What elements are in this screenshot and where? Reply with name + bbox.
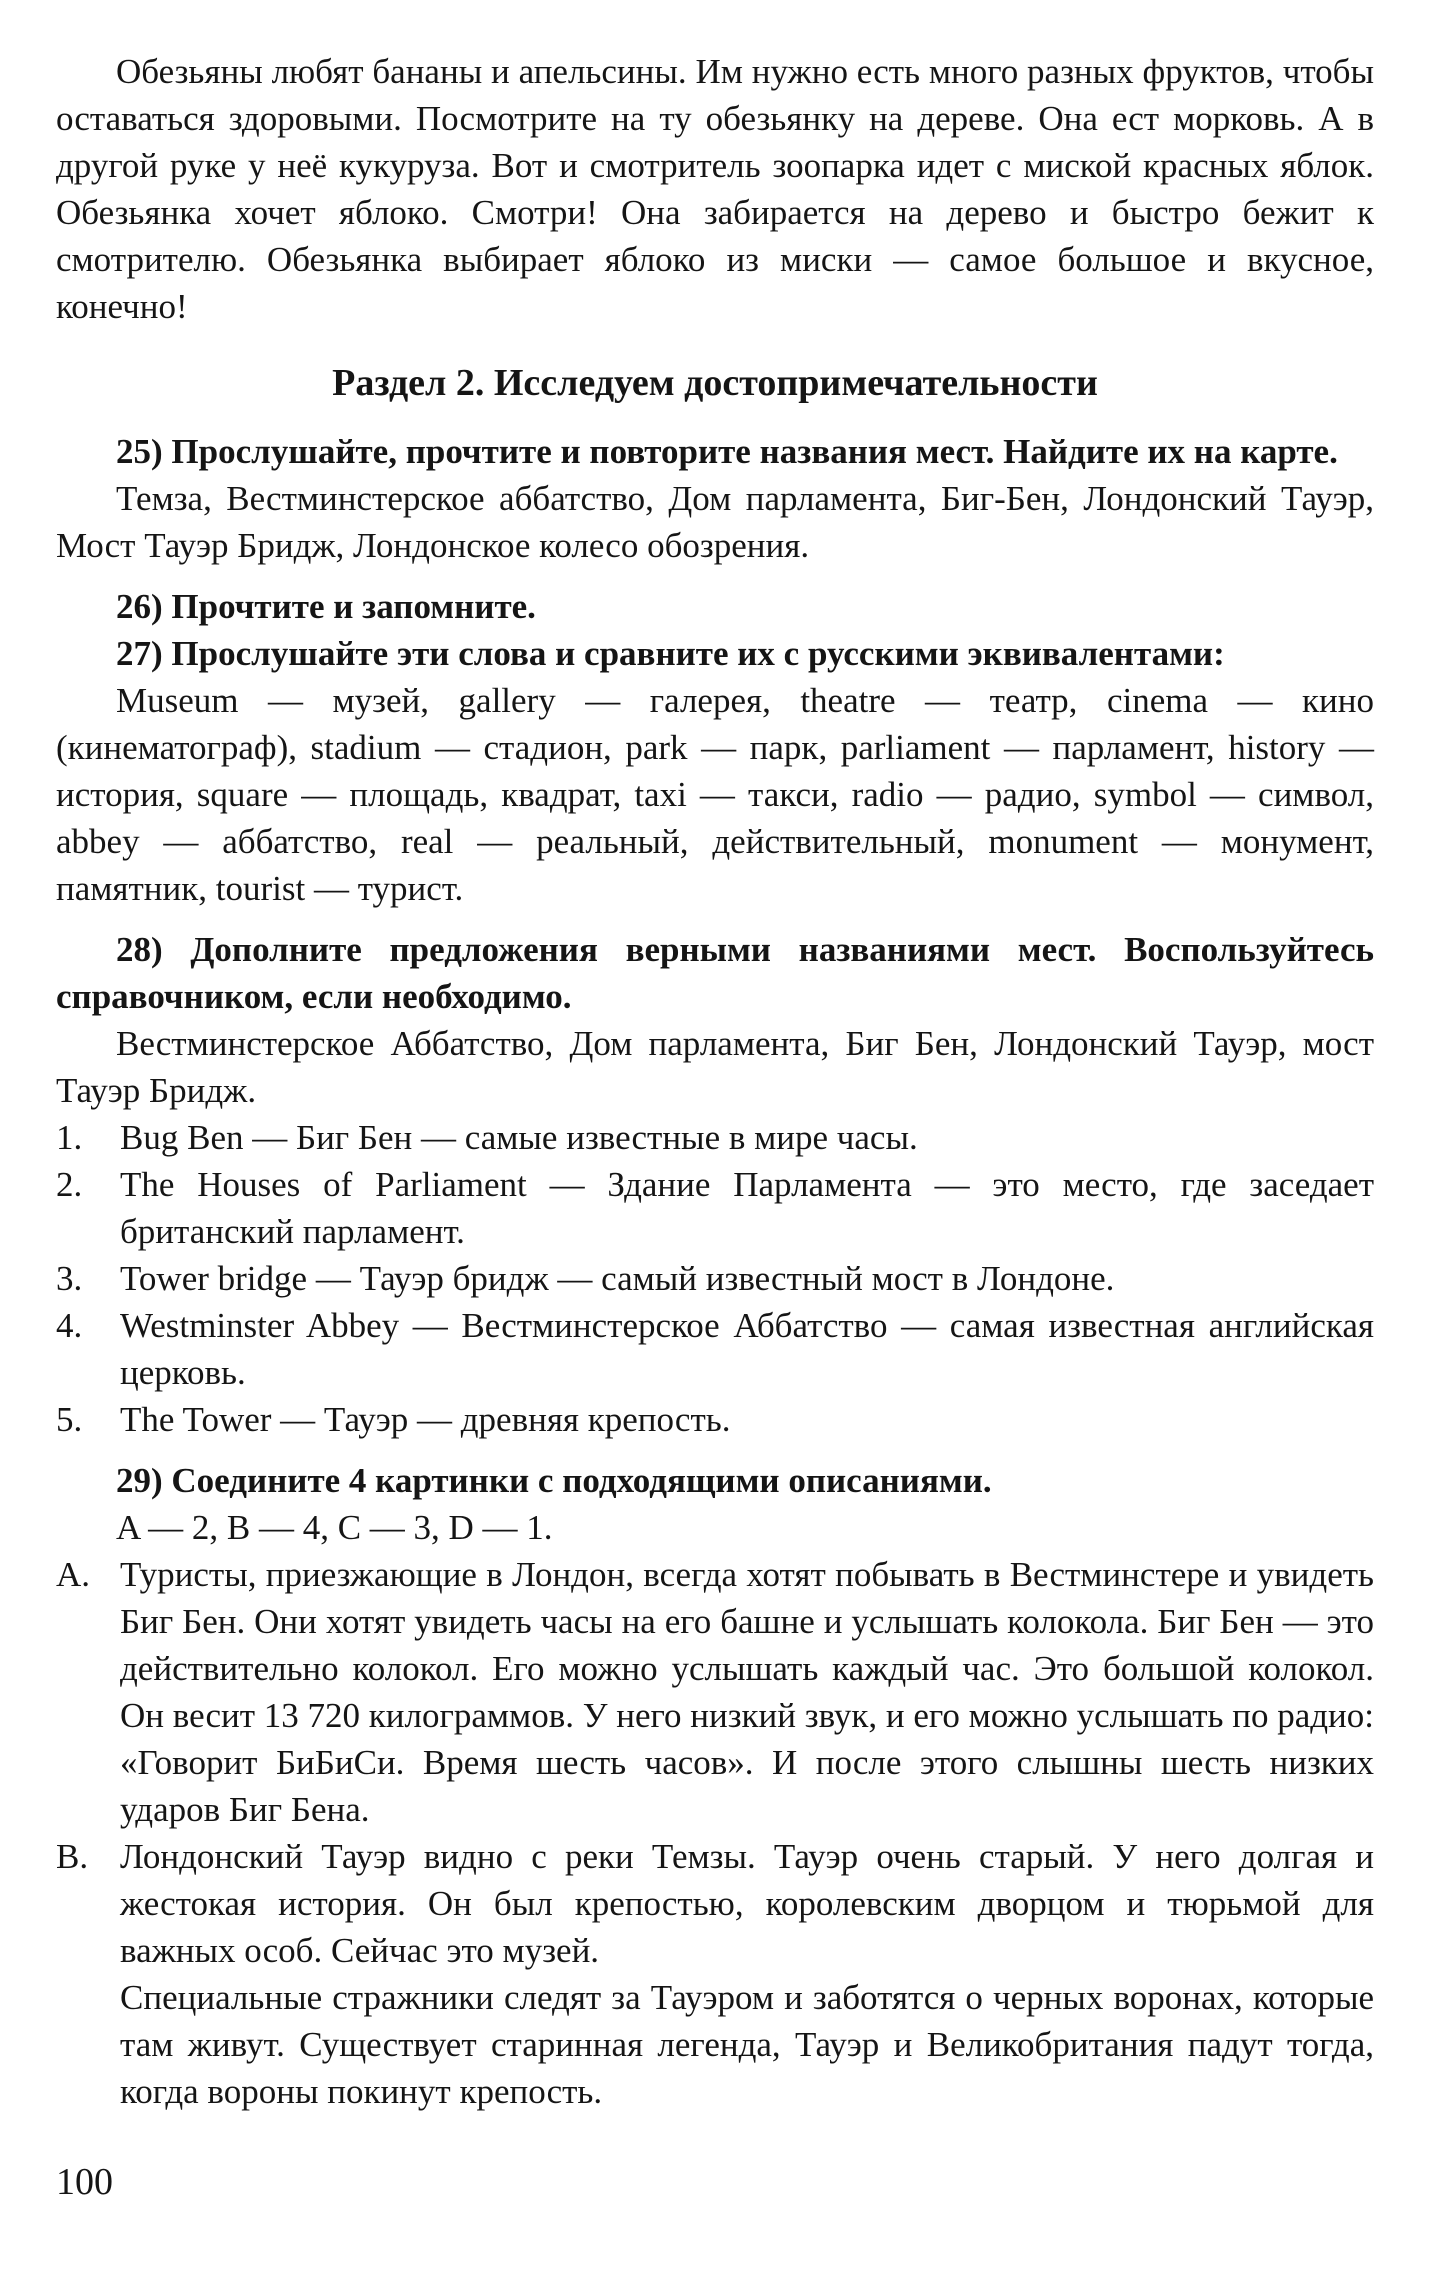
intro-paragraph: Обезьяны любят бананы и апельсины. Им нужно есть много разных фруктов, чтобы оставаться здоровыми. Посмотрите на ту обезьянку на дереве. Она ест морковь. А в другой руке у неё кукуруза. Вот и смотритель зоопарка идет с миской красных яблок. Обезьянка хочет яблоко. Смотри! Она забирается на дерево и быстро бежит к смотрителю. Обезьянка выбирает яблоко из миски — самое большое и вкусное, конечно! (56, 52, 1374, 326)
item-b-continuation: Специальные стражники следят за Тауэром и заботятся о черных воронах, которые там живут. Существует старинная легенда, Тауэр и Великобритания падут тогда, когда вороны покинут крепость. (120, 1978, 1374, 2111)
book-page (56, 48, 1374, 2115)
task-28-title: 28) Дополните предложения верными названиями мест. Воспользуйтесь справочником, если необходимо. (56, 930, 1374, 1016)
list-item-number: 4. (56, 1306, 83, 1345)
page-number: 100 (56, 2161, 113, 2203)
list-item-text: Westminster Abbey — Вестминстерское Аббатство — самая известная английская церковь. (120, 1306, 1374, 1392)
list-item-text: The Tower — Тауэр — древняя крепость. (120, 1400, 731, 1439)
list-item-letter: A. (56, 1555, 91, 1594)
list-item (56, 1551, 1374, 1833)
list-item (56, 1255, 1374, 1302)
list-item-text: The Houses of Parliament — Здание Парламента — это место, где заседает британский парламент. (120, 1165, 1374, 1251)
list-item-text: Bug Ben — Биг Бен — самые известные в мире часы. (120, 1118, 918, 1157)
list-item (56, 1396, 1374, 1443)
list-item-text: Лондонский Тауэр видно с реки Темзы. Тауэр очень старый. У него долгая и жестокая история. Он был крепостью, королевским дворцом и тюрьмой для важных особ. Сейчас это музей. (120, 1837, 1374, 1970)
task-25-title: 25) Прослушайте, прочтите и повторите названия мест. Найдите их на карте. (116, 432, 1338, 471)
task-28-list (56, 1114, 1374, 1443)
list-item-number: 3. (56, 1259, 83, 1298)
list-item-number: 5. (56, 1400, 83, 1439)
section-title: Раздел 2. Исследуем достопримечательности (332, 362, 1098, 404)
list-item-number: 2. (56, 1165, 83, 1204)
list-item (56, 1161, 1374, 1255)
task-27-text: Museum — музей, gallery — галерея, theatre — театр, cinema — кино (кинематограф), stadium — стадион, park — парк, parliament — парламент, history — история, square — площадь, квадрат, taxi — такси, radio — радио, symbol — символ, abbey — аббатство, real — реальный, действительный, monument — монумент, памятник, tourist — турист. (56, 681, 1374, 908)
task-29-list (56, 1551, 1374, 2115)
task-28-text: Вестминстерское Аббатство, Дом парламента, Биг Бен, Лондонский Тауэр, мост Тауэр Бридж. (56, 1024, 1374, 1110)
list-item (56, 1114, 1374, 1161)
list-item (56, 1302, 1374, 1396)
task-29-answer: A — 2, B — 4, C — 3, D — 1. (116, 1508, 553, 1547)
list-item-letter: B. (56, 1837, 89, 1876)
list-item (56, 1833, 1374, 1974)
task-29-title: 29) Соедините 4 картинки с подходящими описаниями. (116, 1461, 992, 1500)
list-item-text: Tower bridge — Тауэр бридж — самый известный мост в Лондоне. (120, 1259, 1115, 1298)
task-25-text: Темза, Вестминстерское аббатство, Дом парламента, Биг-Бен, Лондонский Тауэр, Мост Тауэр Бридж, Лондонское колесо обозрения. (56, 479, 1374, 565)
list-item-number: 1. (56, 1118, 83, 1157)
list-item-text: Туристы, приезжающие в Лондон, всегда хотят побывать в Вестминстере и увидеть Биг Бен. Они хотят увидеть часы на его башне и услышать колокола. Биг Бен — это действительно колокол. Его можно услышать каждый час. Это большой колокол. Он весит 13 720 килограммов. У него низкий звук, и его можно услышать по радио: «Говорит БиБиСи. Время шесть часов». И после этого слышны шесть низких ударов Биг Бена. (120, 1555, 1374, 1829)
task-26-title: 26) Прочтите и запомните. (116, 587, 536, 626)
task-27-title: 27) Прослушайте эти слова и сравните их с русскими эквивалентами: (116, 634, 1225, 673)
